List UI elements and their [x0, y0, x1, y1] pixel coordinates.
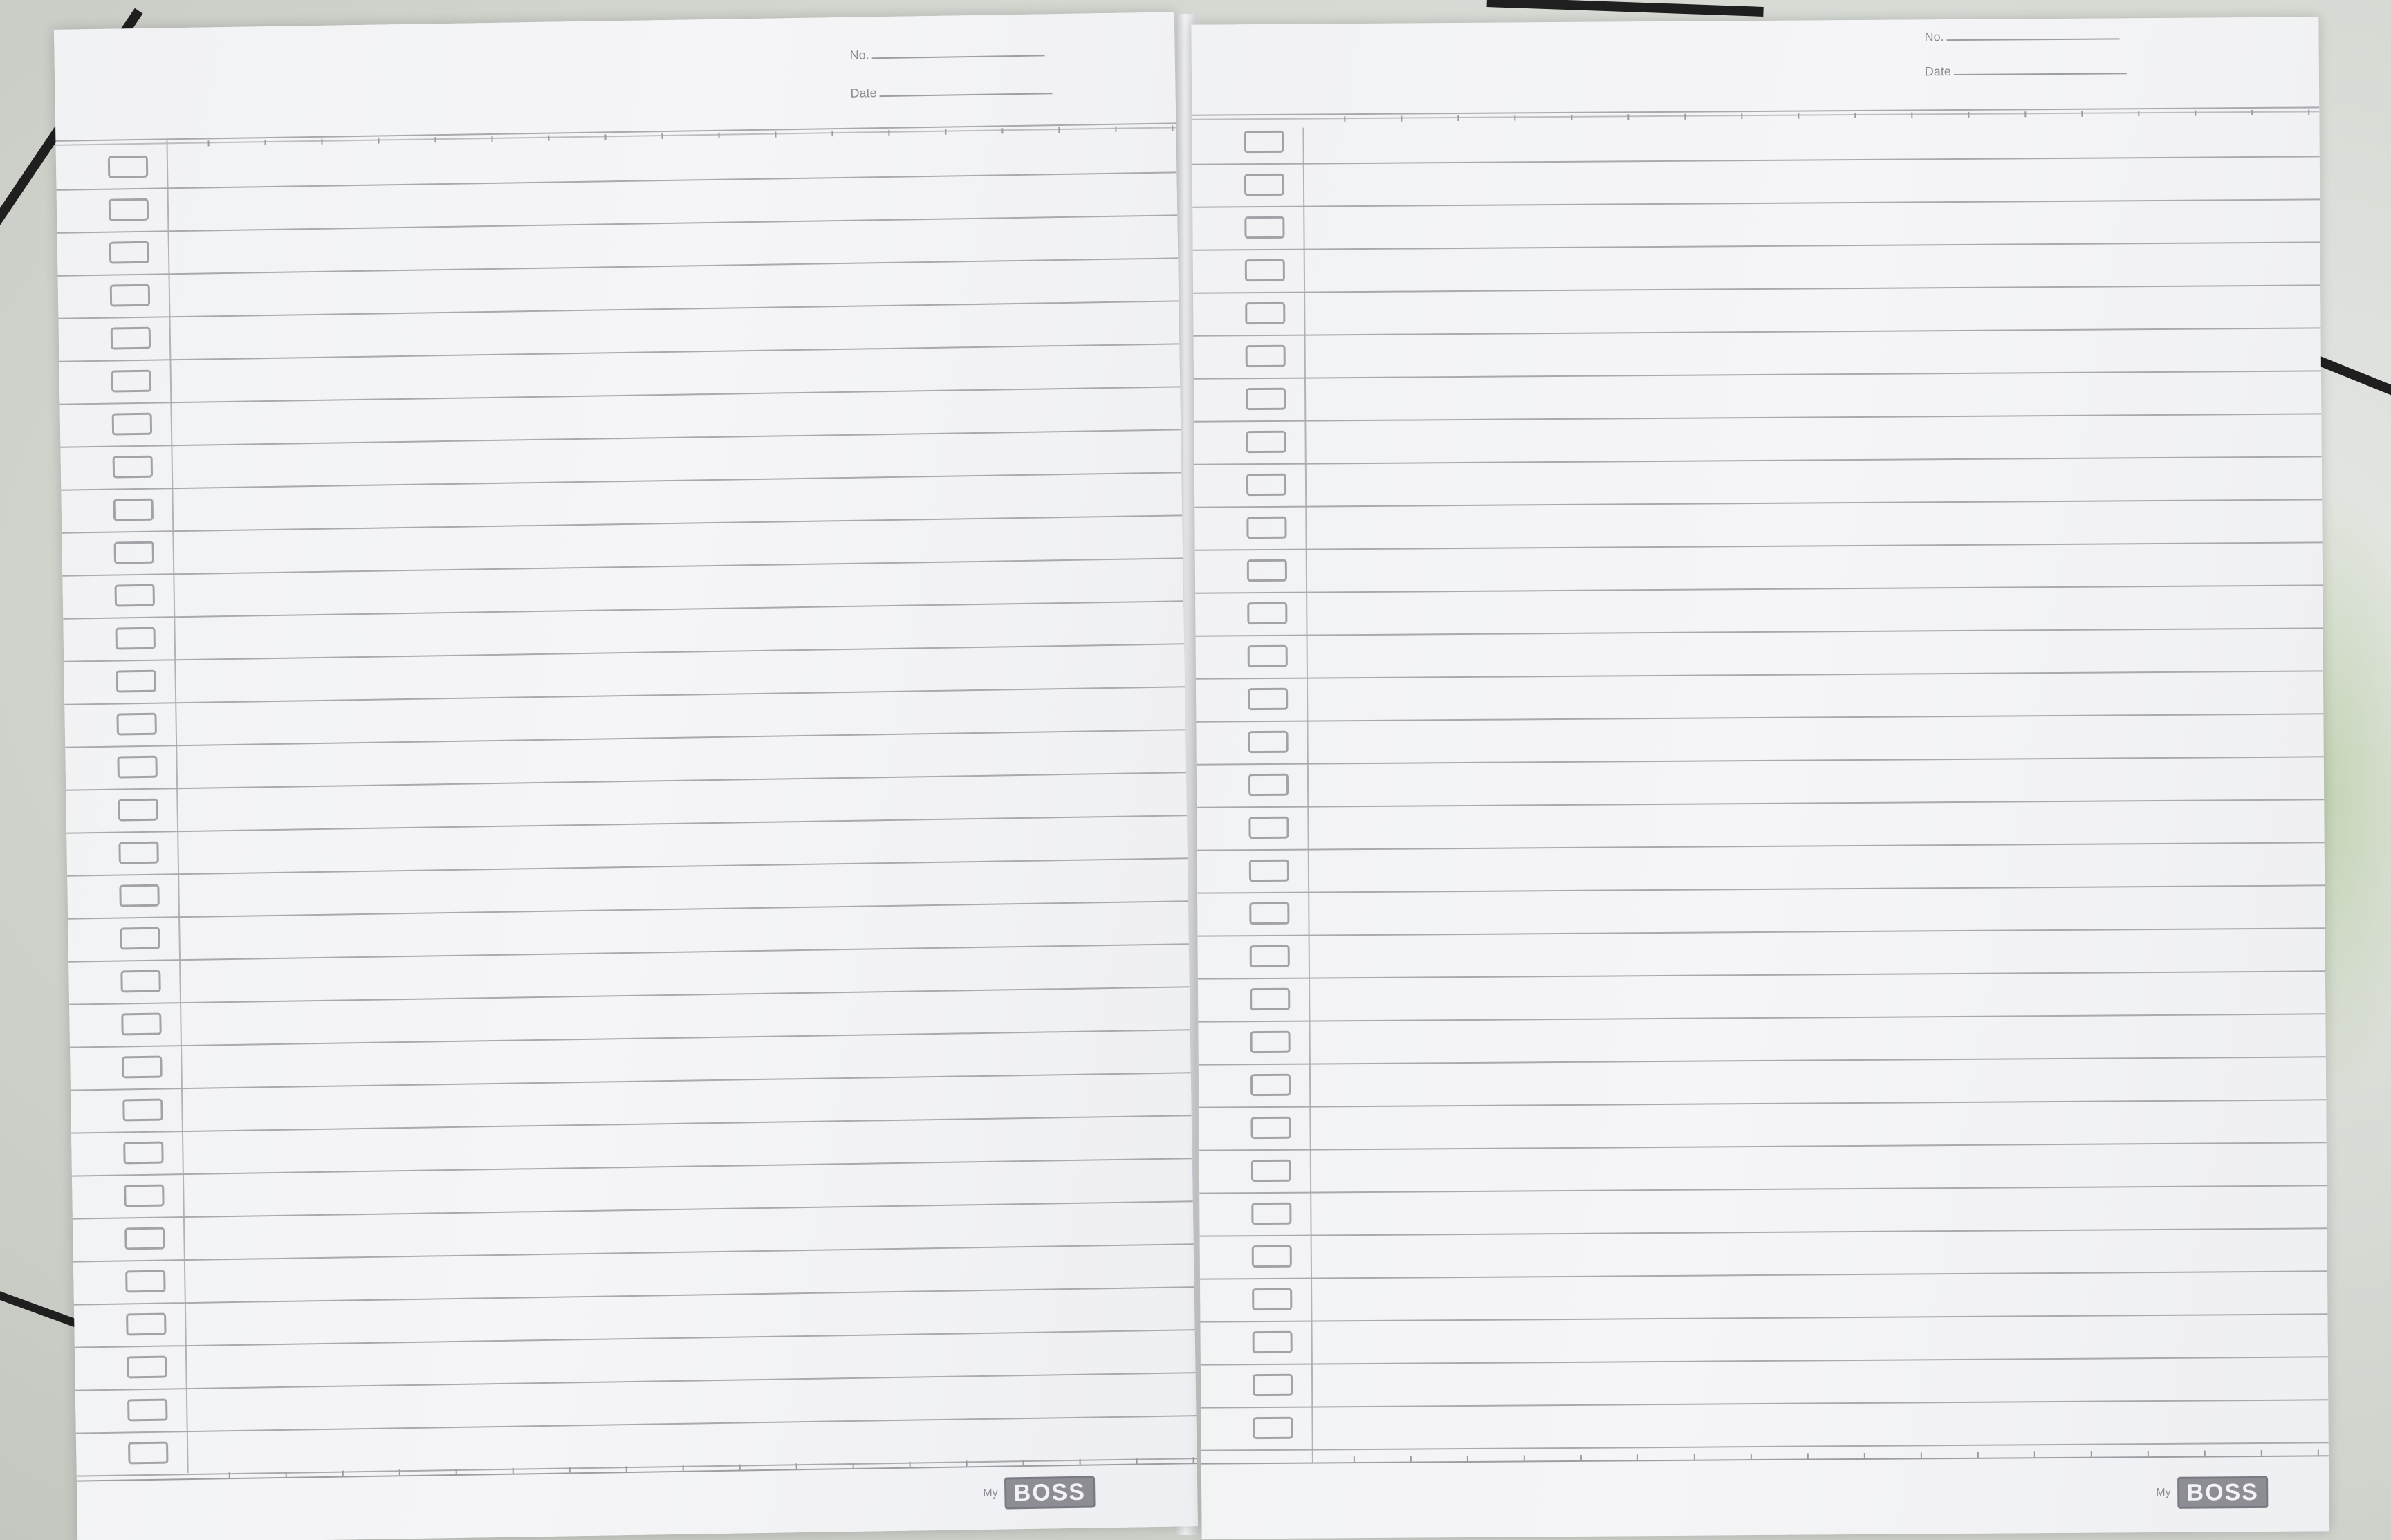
checkbox-square	[1250, 945, 1290, 967]
number-field	[849, 45, 1044, 62]
checkbox-square	[1245, 259, 1285, 281]
tick-mark	[342, 1471, 344, 1476]
notebook-page-left	[54, 12, 1198, 1540]
tick-mark	[2318, 1449, 2319, 1455]
tick-mark	[683, 1465, 684, 1471]
tick-mark	[1694, 1454, 1695, 1460]
checkbox-square	[1245, 302, 1285, 324]
tick-mark	[1080, 1459, 1081, 1465]
checkbox-square	[1246, 474, 1286, 496]
notebook-page-right	[1191, 17, 2329, 1539]
number-field	[1924, 28, 2119, 44]
checkbox-square	[109, 198, 149, 221]
tick-mark	[1410, 1456, 1412, 1462]
checkbox-square	[118, 842, 158, 864]
checkbox-square	[1248, 645, 1288, 667]
checkbox-square	[1252, 1288, 1292, 1310]
tick-mark	[796, 1463, 797, 1469]
checkbox-square	[1244, 174, 1284, 196]
tick-mark	[1751, 1454, 1752, 1459]
checkbox-square	[1244, 216, 1284, 239]
checkbox-square	[120, 970, 160, 993]
brand-logo	[2156, 1476, 2268, 1509]
checkbox-square	[118, 799, 158, 822]
tick-mark	[569, 1467, 571, 1472]
checkbox-square	[1253, 1374, 1293, 1396]
tick-mark	[1864, 1453, 1865, 1458]
checkbox-square	[1246, 517, 1286, 539]
brand-wordmark: BOSS	[2177, 1476, 2268, 1509]
tick-mark	[626, 1466, 627, 1472]
tick-mark	[853, 1463, 854, 1468]
checkbox-square	[116, 670, 156, 693]
checkbox-square	[126, 1313, 166, 1336]
date-field-label: Date	[1924, 64, 1951, 79]
checkbox-square	[113, 456, 153, 479]
tick-mark	[229, 1472, 230, 1478]
checkbox-square	[1253, 1331, 1293, 1353]
tick-mark	[286, 1472, 287, 1477]
date-field	[1925, 63, 2127, 79]
checkbox-square	[124, 1227, 165, 1250]
checkbox-square	[1248, 731, 1289, 753]
checkbox-square	[123, 1142, 163, 1165]
tick-mark	[966, 1460, 968, 1466]
checkbox-square	[117, 756, 157, 779]
checkbox-square	[114, 541, 154, 564]
checkbox-square	[1247, 559, 1287, 582]
checkbox-square	[125, 1270, 165, 1293]
brand-logo	[983, 1476, 1095, 1510]
checkbox-square	[1250, 1074, 1291, 1096]
checkbox-square	[1246, 388, 1286, 410]
number-field-label: No.	[1924, 30, 1944, 44]
checkbox-square	[1251, 1203, 1291, 1225]
brand-wordmark: BOSS	[1004, 1476, 1095, 1509]
checkbox-square	[120, 927, 160, 950]
checkbox-square	[1248, 817, 1289, 839]
date-field-label: Date	[850, 86, 877, 100]
checkbox-square	[112, 413, 152, 436]
checkbox-square	[1246, 345, 1286, 367]
checkbox-square	[1252, 1245, 1292, 1268]
checkbox-square	[1253, 1417, 1293, 1439]
checkbox-square	[115, 584, 155, 607]
tick-mark	[2261, 1450, 2262, 1456]
checkbox-square	[128, 1442, 168, 1465]
tick-mark	[2204, 1451, 2206, 1456]
checkbox-square	[111, 370, 151, 393]
checkbox-square	[116, 713, 156, 736]
tick-mark	[1921, 1452, 1922, 1458]
checkbox-square	[1248, 688, 1288, 710]
checkbox-square	[124, 1185, 164, 1207]
checkbox-square	[1244, 131, 1284, 153]
brand-prefix: My	[983, 1487, 998, 1500]
date-field	[850, 83, 1052, 101]
checkbox-square	[127, 1399, 167, 1422]
tick-mark	[2091, 1451, 2092, 1457]
tick-mark	[1354, 1456, 1355, 1462]
tick-mark	[1467, 1456, 1468, 1461]
tick-mark	[399, 1469, 400, 1475]
ruled-line	[1201, 1400, 2328, 1451]
tick-mark	[2034, 1451, 2035, 1457]
tick-mark	[513, 1468, 514, 1474]
checkbox-square	[110, 284, 150, 307]
checkbox-square	[127, 1356, 167, 1379]
checkbox-square	[1251, 1160, 1291, 1182]
checkbox-square	[1249, 902, 1289, 925]
checkbox-square	[119, 884, 159, 907]
bottom-tick-marks	[1312, 1449, 2315, 1463]
tick-mark	[739, 1465, 741, 1470]
tick-mark	[910, 1462, 911, 1467]
checkbox-square	[109, 241, 149, 264]
tick-mark	[1524, 1455, 1525, 1460]
tick-mark	[1136, 1458, 1138, 1464]
floor-tile-seam	[1487, 0, 1764, 17]
brand-prefix: My	[2156, 1486, 2171, 1499]
tick-mark	[1807, 1454, 1809, 1459]
ruled-rows	[1191, 17, 2318, 24]
checkbox-square	[1250, 1117, 1291, 1139]
tick-mark	[1193, 1457, 1194, 1463]
tick-mark	[1023, 1460, 1024, 1465]
tick-mark	[456, 1469, 457, 1474]
checkbox-square	[115, 627, 155, 650]
number-field-label: No.	[849, 48, 869, 62]
checkbox-square	[1250, 988, 1290, 1010]
ruled-rows	[54, 12, 1174, 29]
checkbox-square	[1249, 860, 1289, 882]
checkbox-square	[1247, 602, 1287, 624]
checkbox-square	[1246, 431, 1286, 453]
checkbox-square	[121, 1013, 161, 1036]
checkbox-square	[122, 1099, 163, 1122]
checkbox-square	[1248, 774, 1289, 796]
floor-tile-seam	[0, 1286, 77, 1327]
checkbox-square	[108, 156, 148, 178]
tick-mark	[2148, 1451, 2149, 1456]
checkbox-square	[1250, 1031, 1291, 1053]
checkbox-square	[111, 327, 151, 350]
tick-mark	[1580, 1455, 1582, 1460]
tick-mark	[1637, 1454, 1638, 1460]
checkbox-square	[113, 499, 154, 521]
tick-mark	[1977, 1452, 1979, 1458]
checkbox-square	[122, 1056, 162, 1079]
